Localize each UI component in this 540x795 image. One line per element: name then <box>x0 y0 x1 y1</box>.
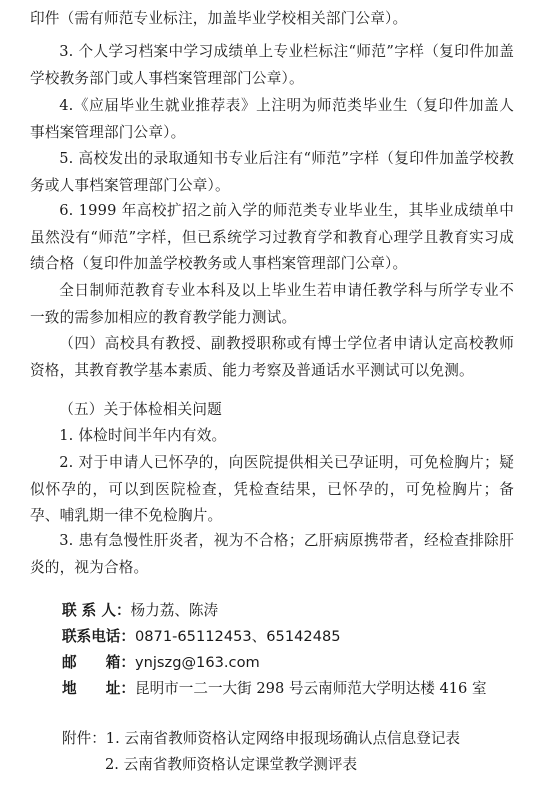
paragraph-exam-item-1: 1. 体检时间半年内有效。 <box>59 427 227 444</box>
contact-address-value: 昆明市一二一大街 298 号云南师范大学明达楼 416 室 <box>134 680 487 697</box>
paragraph-item-6: 6. 1999 年高校扩招之前入学的师范类专业毕业生，其毕业成绩单中虽然没有“师范”字样，但已系统学习过教育学和教育心理学且教育实习成绩合格（复印件加盖学校教务或人事档案管理部门公章）。 <box>30 202 514 272</box>
contact-email-row <box>62 650 522 676</box>
contact-person-label: 联 系 人： <box>62 602 131 619</box>
contact-address-label: 地 址： <box>62 680 135 697</box>
paragraph-item-4: 4.《应届毕业生就业推荐表》上注明为师范类毕业生（复印件加盖人事档案管理部门公章）。 <box>30 97 514 141</box>
attachment-item-1: 1. 云南省教师资格认定网络申报现场确认点信息登记表 <box>105 730 461 747</box>
contact-email-value: ynjszg@163.com <box>134 654 260 671</box>
paragraph-item-5: 5. 高校发出的录取通知书专业后注有“师范”字样（复印件加盖学校教务或人事档案管理部门公章）。 <box>30 150 514 194</box>
attachment-item-2: 2. 云南省教师资格认定课堂教学测评表 <box>105 756 358 773</box>
contact-phone-row <box>62 624 522 650</box>
paragraph-full-time-note: 全日制师范教育专业本科及以上毕业生若申请任教学科与所学专业不一致的需参加相应的教育教学能力测试。 <box>30 282 514 326</box>
paragraph-item-3: 3. 个人学习档案中学习成绩单上专业栏标注“师范”字样（复印件加盖学校教务部门或人事档案管理部门公章）。 <box>30 43 514 87</box>
contact-person-value: 杨力荔、陈涛 <box>130 602 219 619</box>
paragraph-exam-item-3: 3. 患有急慢性肝炎者，视为不合格；乙肝病原携带者，经检查排除肝炎的，视为合格。 <box>30 532 514 576</box>
contact-phone-label: 联系电话： <box>62 628 135 645</box>
contact-email-label: 邮 箱： <box>62 654 135 671</box>
paragraph-section-4: （四）高校具有教授、副教授职称或有博士学位者申请认定高校教师资格，其教育教学基本素质、能力考察及普通话水平测试可以免测。 <box>30 335 514 379</box>
attachment-row-2 <box>105 752 357 778</box>
paragraph-continuation: 印件（需有师范专业标注，加盖毕业学校相关部门公章）。 <box>30 10 408 27</box>
paragraph-exam-item-2: 2. 对于申请人已怀孕的，向医院提供相关已孕证明，可免检胸片；疑似怀孕的，可以到医院检查，凭检查结果，已怀孕的，可免检胸片；备孕、哺乳期一律不免检胸片。 <box>30 454 514 524</box>
attachment-row-1 <box>62 726 460 752</box>
contact-address-row <box>62 676 522 702</box>
contact-person-row <box>62 598 522 624</box>
contact-phone-value: 0871-65112453、65142485 <box>134 628 341 645</box>
attachments-label: 附件： <box>62 730 106 747</box>
section-heading-physical-exam: （五）关于体检相关问题 <box>59 401 222 418</box>
